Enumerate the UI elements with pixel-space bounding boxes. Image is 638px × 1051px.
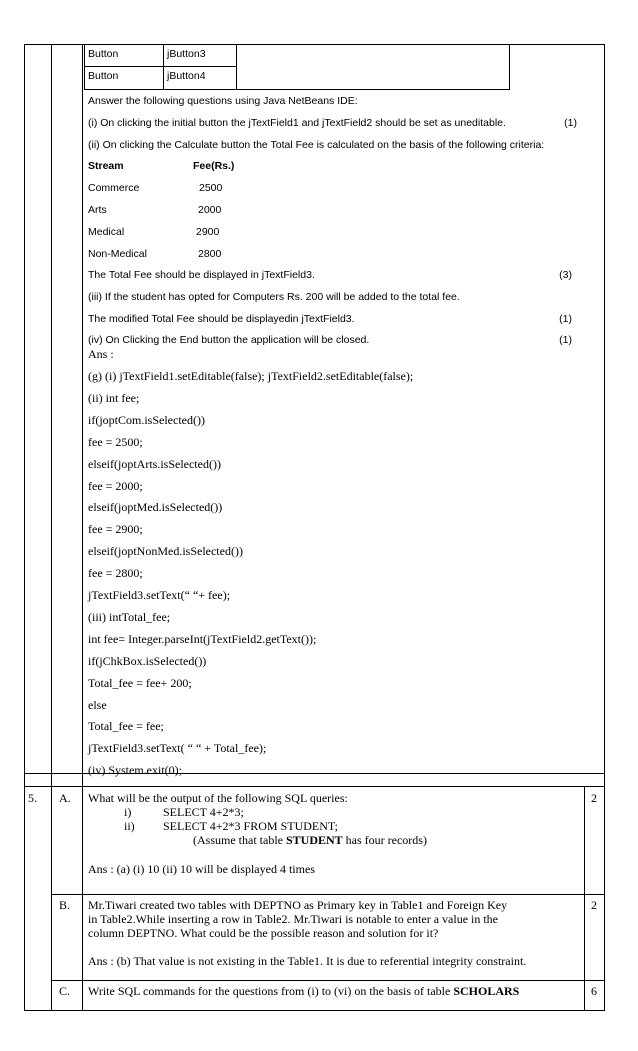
q5b-line2: in Table2.While inserting a row in Table2. Mr.Tiwari is notable to enter a value in the <box>88 912 499 926</box>
q4-modified: The modified Total Fee should be displayedin jTextField3. <box>88 313 355 325</box>
q5a-i: SELECT 4+2*3; <box>163 805 244 819</box>
q4-ans-label: Ans : <box>88 347 114 361</box>
q5b-line3: column DEPTNO. What could be the possible reason and solution for it? <box>88 926 439 940</box>
q4-total-display: The Total Fee should be displayed in jTextField3. <box>88 269 315 281</box>
part-label: C. <box>59 984 71 998</box>
q5a-ii: SELECT 4+2*3 FROM STUDENT; <box>163 819 338 833</box>
table-cell: jButton3 <box>167 48 206 60</box>
q4-part-iv: (iv) On Clicking the End button the application will be closed. <box>88 334 370 346</box>
q5a-answer: Ans : (a) (i) 10 (ii) 10 will be displayed 4 times <box>88 862 315 876</box>
code-line: Total_fee = fee+ 200; <box>88 676 192 690</box>
q5b-answer: Ans : (b) That value is not existing in the Table1. It is due to referential integrity constraint. <box>88 954 527 968</box>
code-line: elseif(joptNonMed.isSelected()) <box>88 544 243 558</box>
border-col1 <box>51 44 52 1011</box>
code-line: (g) (i) jTextField1.setEditable(false); jTextField2.setEditable(false); <box>88 369 414 383</box>
border-right <box>604 44 605 1011</box>
marks: 2 <box>591 898 597 912</box>
border-bottom <box>24 1010 605 1011</box>
border-col2 <box>82 44 83 1011</box>
code-line: (iii) intTotal_fee; <box>88 610 171 624</box>
q5a-i-num: i) <box>124 805 132 819</box>
code-line: fee = 2500; <box>88 435 143 449</box>
fee-stream: Arts <box>88 204 107 216</box>
control-table-frame <box>84 44 510 90</box>
fee-value: 2800 <box>198 248 222 260</box>
marks: 6 <box>591 984 597 998</box>
q5b-line1: Mr.Tiwari created two tables with DEPTNO as Primary key in Table1 and Foreign Key <box>88 898 508 912</box>
q5a-question: What will be the output of the following SQL queries: <box>88 791 348 805</box>
code-line: if(joptCom.isSelected()) <box>88 413 205 427</box>
code-line: elseif(joptMed.isSelected()) <box>88 500 223 514</box>
fee-value: 2000 <box>198 204 222 216</box>
fee-stream: Commerce <box>88 182 140 194</box>
code-line: else <box>88 698 107 712</box>
code-line: jTextField3.setText( “ “ + Total_fee); <box>88 741 267 755</box>
part-label: B. <box>59 898 71 912</box>
q5c-question: Write SQL commands for the questions from (i) to (vi) on the basis of table SCHOLARS <box>88 984 520 998</box>
q4-modified-marks: (1) <box>559 313 572 325</box>
q4-part-iv-marks: (1) <box>559 334 572 346</box>
q4-part-iii: (iii) If the student has opted for Computers Rs. 200 will be added to the total fee. <box>88 291 460 303</box>
question-number: 5. <box>28 791 37 805</box>
table-cell: Button <box>88 70 119 82</box>
fee-value: 2900 <box>196 226 220 238</box>
table-cell: Button <box>88 48 119 60</box>
marks: 2 <box>591 791 597 805</box>
code-line: fee = 2900; <box>88 522 143 536</box>
fee-stream: Medical <box>88 226 125 238</box>
code-line: (iv) System.exit(0); <box>88 763 182 777</box>
border-col3 <box>584 786 585 1011</box>
code-line: if(jChkBox.isSelected()) <box>88 654 207 668</box>
q5a-assume: (Assume that table STUDENT has four records) <box>193 833 427 847</box>
code-line: Total_fee = fee; <box>88 719 164 733</box>
q4-total-display-marks: (3) <box>559 269 572 281</box>
q4-intro: Answer the following questions using Java NetBeans IDE: <box>88 95 358 107</box>
code-line: elseif(joptArts.isSelected()) <box>88 457 221 471</box>
table-cell: jButton4 <box>167 70 206 82</box>
border-left <box>24 44 25 1011</box>
code-line: fee = 2800; <box>88 566 143 580</box>
q5a-ii-num: ii) <box>124 819 135 833</box>
fee-header-fee: Fee(Rs.) <box>193 160 235 172</box>
code-line: (ii) int fee; <box>88 391 140 405</box>
fee-header-stream: Stream <box>88 160 124 172</box>
code-line: jTextField3.setText(“ “+ fee); <box>88 588 231 602</box>
part-label: A. <box>59 791 71 805</box>
row-divider <box>51 980 605 981</box>
q4-part-ii: (ii) On clicking the Calculate button the Total Fee is calculated on the basis of the following criteria: <box>88 139 545 151</box>
row-divider <box>24 786 605 787</box>
row-divider <box>51 894 605 895</box>
fee-stream: Non-Medical <box>88 248 147 260</box>
q4-part-i-marks: (1) <box>564 117 577 129</box>
q4-part-i: (i) On clicking the initial button the jTextField1 and jTextField2 should be set as uneditable. <box>88 117 506 129</box>
code-line: fee = 2000; <box>88 479 143 493</box>
fee-value: 2500 <box>199 182 223 194</box>
code-line: int fee= Integer.parseInt(jTextField2.getText()); <box>88 632 317 646</box>
